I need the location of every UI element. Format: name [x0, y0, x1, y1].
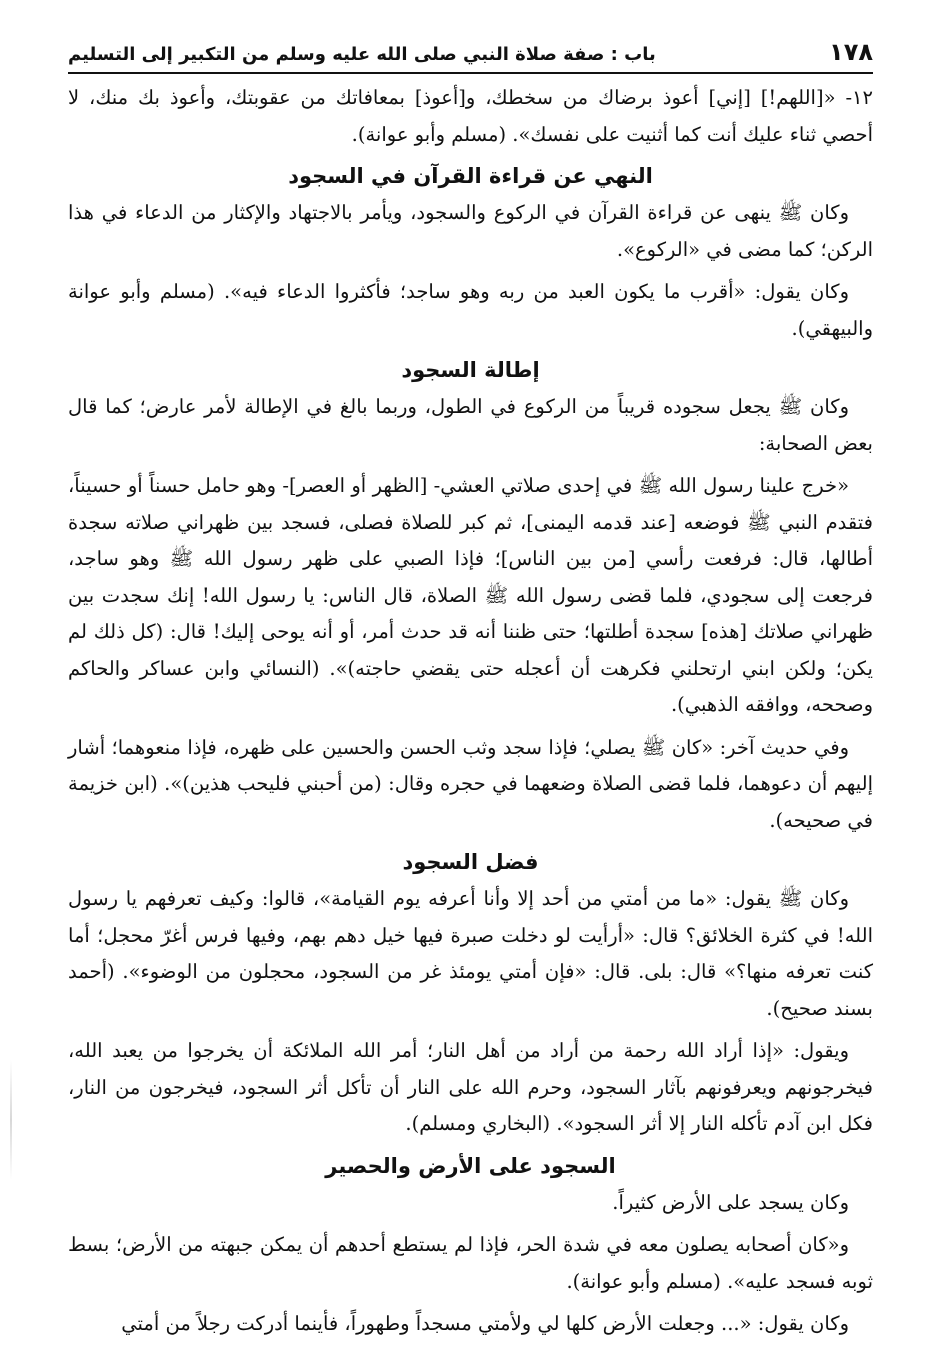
section-heading-quran-in-sujud: النهي عن قراءة القرآن في السجود	[288, 164, 653, 188]
paragraph-traces-of-sujud: ويقول: «إذا أراد الله رحمة من أراد من أهل النار؛ أمر الله الملائكة أن يخرجوا من يعبد الله، فيخرجونهم ويعرفونهم بآثار السجود، وحرم الله على النار أن تأكل أثر السجود، فيخرجون من النار، فكل ابن آدم تأكله النار إلا أثر السجود». (البخاري ومسلم).	[68, 1039, 873, 1135]
scan-edge-mark	[10, 1060, 12, 1180]
section-heading-lengthening-sujud: إطالة السجود	[401, 358, 540, 382]
paragraph-sujud-length: وكان ﷺ يجعل سجوده قريباً من الركوع في الطول، وربما بالغ في الإطالة لأمر عارض؛ كما قال بعض الصحابة:	[68, 395, 873, 455]
paragraph-companions-in-heat: و«كان أصحابه يصلون معه في شدة الحر، فإذا لم يستطع أحدهم أن يمكن جبهته من الأرض؛ بسط ثوبه فسجد عليه». (مسلم وأبو عوانة).	[68, 1233, 873, 1293]
paragraph-nearest-to-lord: وكان يقول: «أقرب ما يكون العبد من ربه وهو ساجد؛ فأكثروا الدعاء فيه». (مسلم وأبو عوانة والبيهقي).	[68, 280, 873, 340]
page-number: ١٧٨	[829, 38, 873, 66]
paragraph-dua-12: ١٢- «[اللهم!] [إني] أعوذ برضاك من سخطك، و[أعوذ] بمعافاتك من عقوبتك، وأعوذ بك منك، لا أحصي ثناء عليك أنت كما أثنيت على نفسك». (مسلم وأبو عوانة).	[68, 86, 873, 146]
section-heading-sujud-on-ground: السجود على الأرض والحصير	[325, 1153, 616, 1178]
paragraph-another-hadith: وفي حديث آخر: «كان ﷺ يصلي؛ فإذا سجد وثب الحسن والحسين على ظهره، فإذا منعوهما؛ أشار إليهم أن دعوهما، فلما قضى الصلاة وضعهما في حجره وقال: (من أحبني فليحب هذين)». (ابن خزيمة في صحيحه).	[68, 735, 873, 832]
book-page	[68, 38, 873, 1348]
running-header	[68, 38, 873, 74]
paragraph-forbidding-recitation: وكان ﷺ ينهى عن قراءة القرآن في الركوع والسجود، ويأمر بالاجتهاد والإكثار من الدعاء في هذا الركن؛ كما مضى في «الركوع».	[68, 201, 873, 261]
running-title: باب : صفة صلاة النبي صلى الله عليه وسلم من التكبير إلى التسليم	[68, 44, 656, 65]
paragraph-earth-as-masjid: وكان يقول: «... وجعلت الأرض كلها لي ولأمتي مسجداً وطهوراً، فأينما أدركت رجلاً من أمتي	[121, 1312, 849, 1335]
section-heading-virtue-of-sujud: فضل السجود	[402, 850, 539, 874]
paragraph-recognition-of-ummah: وكان ﷺ يقول: «ما من أمتي من أحد إلا وأنا أعرفه يوم القيامة»، قالوا: وكيف تعرفهم يا رسول الله! في كثرة الخلائق؟ قال: «أرأيت لو دخلت صبرة فيها خيل دهم بهم، وفيها فرس أغرّ محجل؛ أما كنت تعرفه منها؟» قال: بلى. قال: «فإن أمتي يومئذ غر من السجود، محجلون من الوضوء». (أحمد بسند صحيح).	[68, 887, 873, 1020]
paragraph-hadith-hasan-husain: «خرج علينا رسول الله ﷺ في إحدى صلاتي العشي- [الظهر أو العصر]- وهو حامل حسناً أو حسيناً، فتقدم النبي ﷺ فوضعه [عند قدمه اليمنى]، ثم كبر للصلاة فصلى، فسجد بين ظهراني صلاته سجدة أطالها، قال: فرفعت رأسي [من بين الناس]؛ فإذا الصبي على ظهر رسول الله ﷺ وهو ساجد، فرجعت إلى سجودي، فلما قضى رسول الله ﷺ الصلاة، قال الناس: يا رسول الله! إنك سجدت بين ظهراني صلاتك [هذه] سجدة أطلتها؛ حتى ظننا أنه قد حدث أمر، أو أنه يوحى إليك! قال: (كل ذلك لم يكن؛ ولكن ابني ارتحلني فكرهت أن أعجله حتى يقضي حاجته)». (النسائي وابن عساكر والحاكم وصححه، ووافقه الذهبي).	[68, 474, 873, 716]
paragraph-prostrating-on-ground: وكان يسجد على الأرض كثيراً.	[612, 1190, 849, 1214]
